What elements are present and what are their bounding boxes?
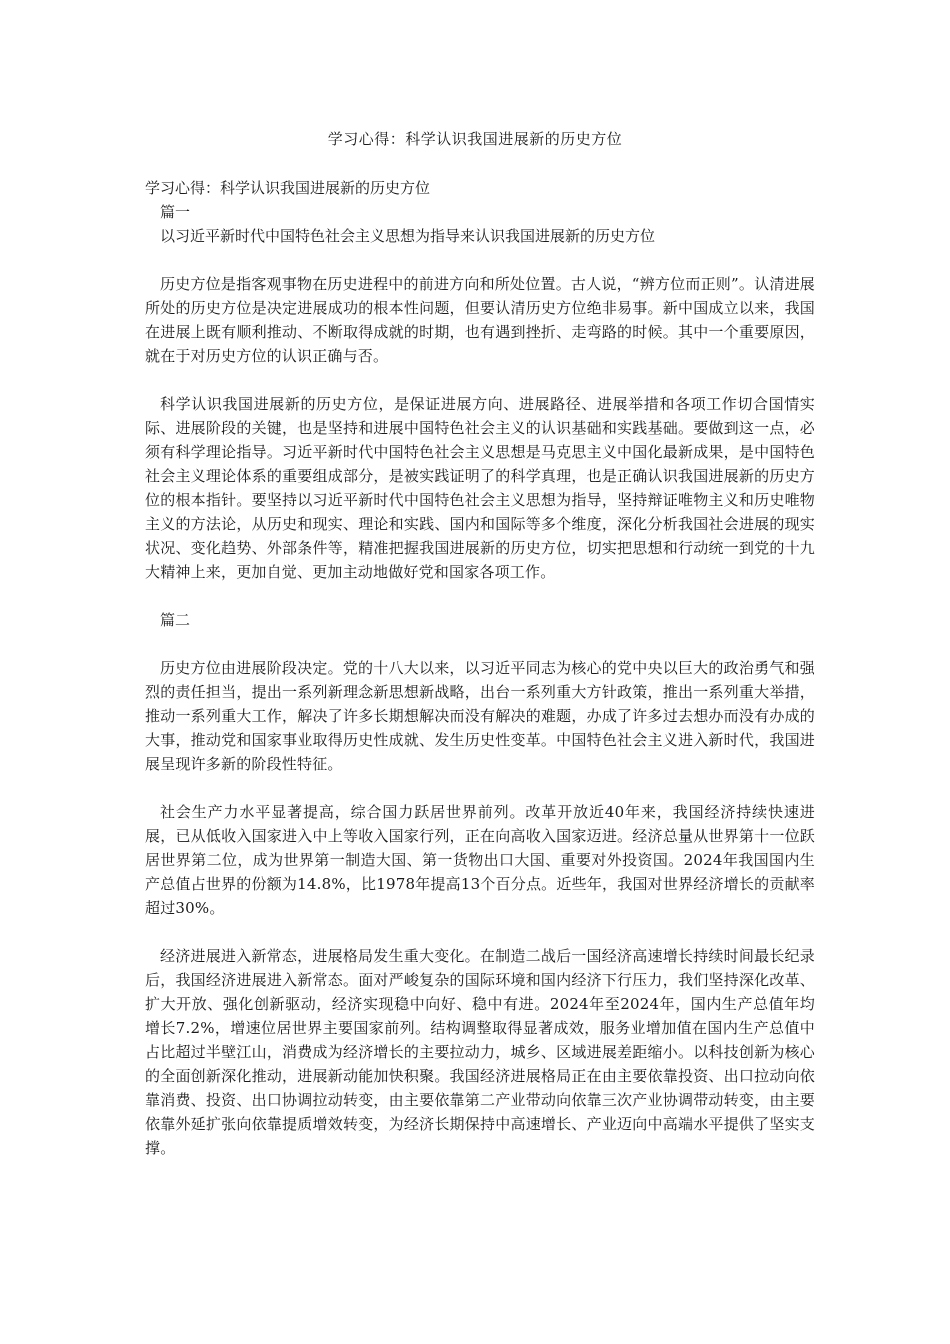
document-heading: 学习心得：科学认识我国进展新的历史方位 [145, 179, 431, 197]
paragraph-5: 经济进展进入新常态，进展格局发生重大变化。在制造二战后一国经济高速增长持续时间最长纪录后，我国经济进展进入新常态。面对严峻复杂的国际环境和国内经济下行压力，我们坚持深化改革、扩大开放、强化创新驱动，经济实现稳中向好、稳中有进。2024年至2024年，国内生产总值年均增长7.2%，增速位居世界主要国家前列。结构调整取得显著成效，服务业增加值在国内生产总值中占比超过半壁江山，消费成为经济增长的主要拉动力，城乡、区域进展差距缩小。以科技创新为核心的全面创新深化推动，进展新动能加快积聚。我国经济进展格局正在由主要依靠投资、出口拉动向依靠消费、投资、出口协调拉动转变，由主要依靠第二产业带动向依靠三次产业协调带动转变，由主要依靠外延扩张向依靠提质增效转变，为经济长期保持中高速增长、产业迈向中高端水平提供了坚实支撑。 [145, 947, 815, 1157]
spacer [145, 368, 815, 392]
paragraph-3: 历史方位由进展阶段决定。党的十八大以来，以习近平同志为核心的党中央以巨大的政治勇气和强烈的责任担当，提出一系列新理念新思想新战略，出台一系列重大方针政策，推出一系列重大举措，推动一系列重大工作，解决了许多长期想解决而没有解决的难题，办成了许多过去想办而没有办成的大事，推动党和国家事业取得历史性成就、发生历史性变革。中国特色社会主义进入新时代，我国进展呈现许多新的阶段性特征。 [145, 659, 815, 773]
document-title: 学习心得：科学认识我国进展新的历史方位 [327, 130, 623, 148]
spacer [145, 632, 815, 656]
part-one-label: 篇一 [160, 203, 191, 221]
document-body [145, 176, 815, 1160]
paragraph-1: 历史方位是指客观事物在历史进程中的前进方向和所处位置。古人说，“辨方位而正则”。认清进展所处的历史方位是决定进展成功的根本性问题，但要认清历史方位绝非易事。新中国成立以来，我国在进展上既有顺利推动、不断取得成就的时期，也有遇到挫折、走弯路的时候。其中一个重要原因，就在于对历史方位的认识正确与否。 [145, 275, 815, 365]
spacer [145, 920, 815, 944]
spacer [145, 248, 815, 272]
paragraph-4: 社会生产力水平显著提高，综合国力跃居世界前列。改革开放近40年来，我国经济持续快速进展，已从低收入国家进入中上等收入国家行列，正在向高收入国家迈进。经济总量从世界第十一位跃居世界第二位，成为世界第一制造大国、第一货物出口大国、重要对外投资国。2024年我国国内生产总值占世界的份额为14.8%，比1978年提高13个百分点。近些年，我国对世界经济增长的贡献率超过30%。 [145, 803, 815, 917]
part-two-label: 篇二 [160, 611, 191, 629]
spacer [145, 584, 815, 608]
paragraph-2: 科学认识我国进展新的历史方位，是保证进展方向、进展路径、进展举措和各项工作切合国情实际、进展阶段的关键，也是坚持和进展中国特色社会主义的认识基础和实践基础。要做到这一点，必须有科学理论指导。习近平新时代中国特色社会主义思想是马克思主义中国化最新成果，是中国特色社会主义理论体系的重要组成部分，是被实践证明了的科学真理，也是正确认识我国进展新的历史方位的根本指针。要坚持以习近平新时代中国特色社会主义思想为指导，坚持辩证唯物主义和历史唯物主义的方法论，从历史和现实、理论和实践、国内和国际等多个维度，深化分析我国社会进展的现实状况、变化趋势、外部条件等，精准把握我国进展新的历史方位，切实把思想和行动统一到党的十九大精神上来，更加自觉、更加主动地做好党和国家各项工作。 [145, 395, 815, 581]
spacer [145, 776, 815, 800]
part-one-subtitle: 以习近平新时代中国特色社会主义思想为指导来认识我国进展新的历史方位 [160, 227, 656, 245]
